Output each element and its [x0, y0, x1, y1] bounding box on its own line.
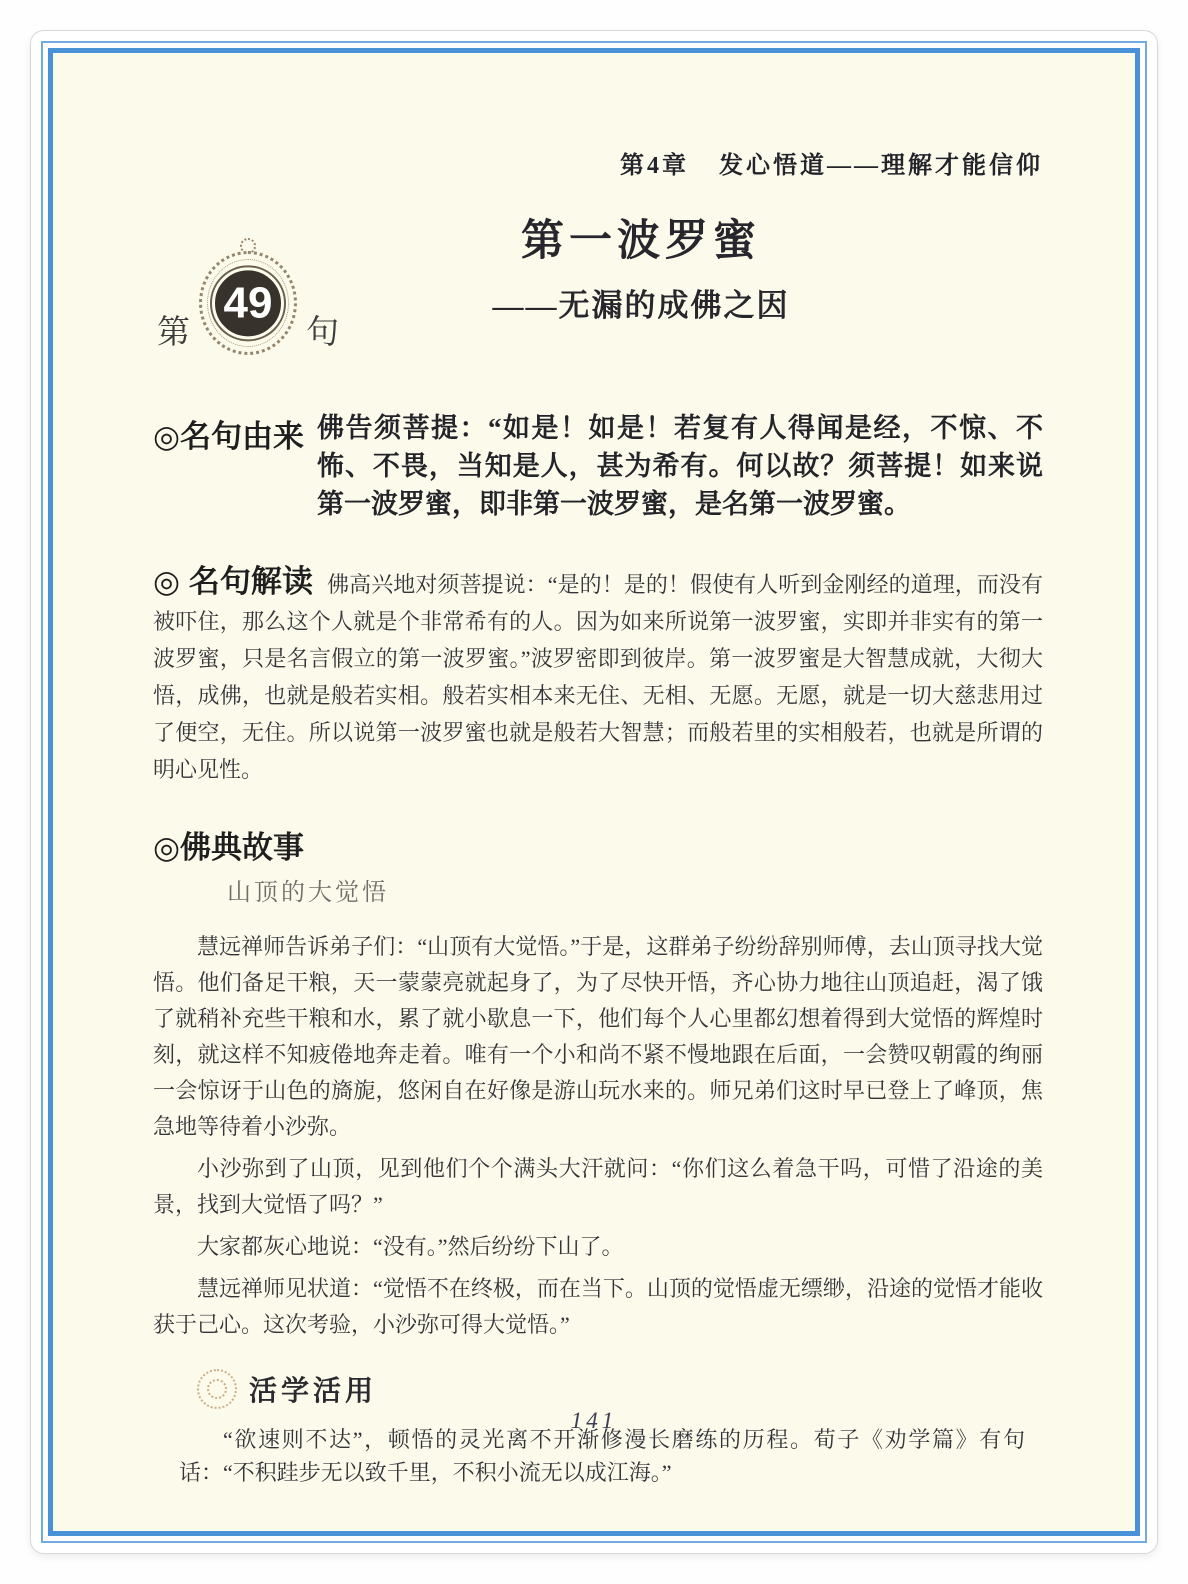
chapter-title: 发心悟道——理解才能信仰	[719, 153, 1043, 179]
page-content	[53, 53, 1135, 1531]
verse-number-badge	[157, 241, 339, 357]
page-card	[30, 30, 1158, 1554]
title-area	[153, 201, 1043, 363]
verse-number: 49	[212, 267, 284, 339]
application-text: “欲速则不达”，顿悟的灵光离不开渐修漫长磨练的历程。荀子《劝学篇》有句话：“不积跬步无以致千里，不积小流无以成江海。”	[179, 1427, 1025, 1485]
section-story	[153, 822, 1043, 1343]
application-label: 活学活用	[249, 1376, 378, 1407]
story-paragraph: 慧远禅师见状道：“觉悟不在终极，而在当下。山顶的觉悟虚无缥缈，沿途的觉悟才能收获于己心。这次考验，小沙弥可得大觉悟。”	[153, 1276, 1043, 1337]
section-interpretation	[153, 563, 1043, 788]
story-paragraph: 大家都灰心地说：“没有。”然后纷纷下山了。	[197, 1234, 624, 1259]
interpretation-text: 佛高兴地对须菩提说：“是的！是的！假使有人听到金刚经的道理，而没有被吓住，那么这个人就是个非常希有的人。因为如来所说第一波罗蜜，实即并非实有的第一波罗蜜，只是名言假立的第一波罗蜜。”波罗密即到彼岸。第一波罗蜜是大智慧成就，大彻大悟，成佛，也就是般若实相。般若实相本来无住、无相、无愿。无愿，就是一切大慈悲用过了便空，无住。所以说第一波罗蜜也就是般若大智慧；而般若里的实相般若，也就是所谓的明心见性。	[153, 572, 1043, 782]
verse-prefix: 第	[157, 315, 190, 351]
story-paragraph: 小沙弥到了山顶，见到他们个个满头大汗就问：“你们这么着急干吗，可惜了沿途的美景，找到大觉悟了吗？”	[153, 1156, 1043, 1217]
section-application-header	[197, 1367, 1043, 1411]
chapter-header	[153, 145, 1043, 179]
chapter-number: 第4章	[620, 153, 689, 179]
interpretation-label: ◎ 名句解读	[153, 564, 314, 599]
story-label: ◎佛典故事	[153, 830, 305, 865]
page-subtitle: ——无漏的成佛之因	[492, 288, 790, 323]
origin-text: 佛告须菩提：“如是！如是！若复有人得闻是经，不惊、不怖、不畏，当知是人，甚为希有。何以故？须菩提！如来说第一波罗蜜，即非第一波罗蜜，是名第一波罗蜜。	[317, 413, 1043, 519]
outer-blue-frame	[41, 41, 1147, 1543]
story-title: 山顶的大觉悟	[227, 880, 389, 906]
inner-blue-frame	[48, 48, 1140, 1536]
section-origin	[153, 409, 1043, 523]
dotted-sun-icon	[197, 1369, 237, 1409]
verse-medallion	[196, 241, 300, 357]
page-number: 141	[570, 1408, 618, 1433]
page-title: 第一波罗蜜	[521, 218, 761, 265]
verse-suffix: 句	[306, 315, 339, 351]
origin-label: ◎名句由来	[153, 419, 305, 454]
story-paragraph: 慧远禅师告诉弟子们：“山顶有大觉悟。”于是，这群弟子纷纷辞别师傅，去山顶寻找大觉悟。他们备足干粮，天一蒙蒙亮就起身了，为了尽快开悟，齐心协力地往山顶追赶，渴了饿了就稍补充些干粮和水，累了就小歇息一下，他们每个人心里都幻想着得到大觉悟的辉煌时刻，就这样不知疲倦地奔走着。唯有一个小和尚不紧不慢地跟在后面，一会赞叹朝霞的绚丽一会惊讶于山色的旖旎，悠闲自在好像是游山玩水来的。师兄弟们这时早已登上了峰顶，焦急地等待着小沙弥。	[153, 934, 1043, 1139]
